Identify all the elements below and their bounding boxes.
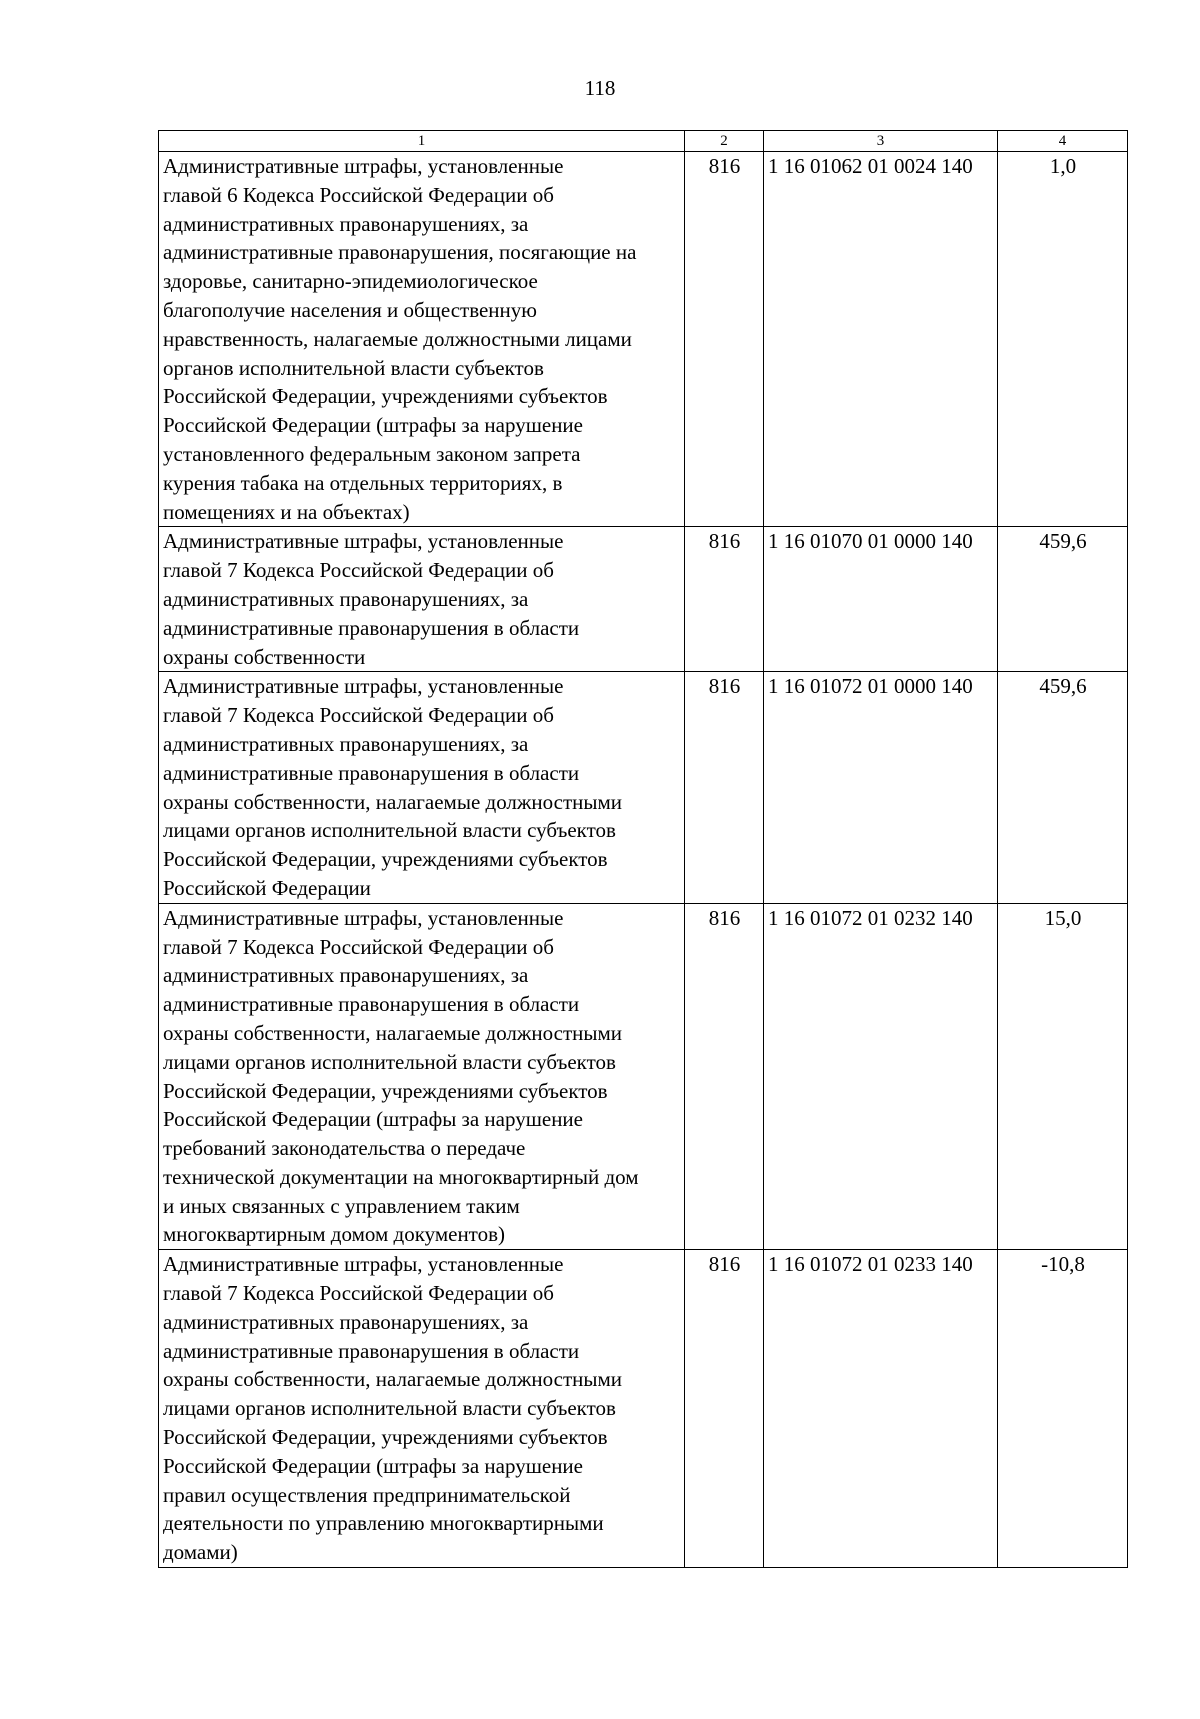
- row-admin-code: 816: [685, 152, 764, 527]
- row-amount: -10,8: [998, 1250, 1128, 1568]
- row-amount: 459,6: [998, 527, 1128, 672]
- row-description: Административные штрафы, установленные главой 7 Кодекса Российской Федерации об административных правонарушениях, за административные правонарушения в области охраны собственности: [159, 527, 685, 672]
- column-header-2: 2: [685, 131, 764, 152]
- table-row: [159, 527, 1128, 672]
- row-description: Административные штрафы, установленные главой 7 Кодекса Российской Федерации об административных правонарушениях, за административные правонарушения в области охраны собственности, налагаемые должностными лицами органов исполнительной власти субъектов Российской Федерации, учреждениями субъектов Российской Федерации (штрафы за нарушение требований законодательства о передаче технической документации на многоквартирный дом и иных связанных с управлением таким многоквартирным домом документов): [159, 903, 685, 1250]
- table-row: [159, 672, 1128, 903]
- table-row: [159, 1250, 1128, 1568]
- table-header-row: [159, 131, 1128, 152]
- row-admin-code: 816: [685, 1250, 764, 1568]
- column-header-4: 4: [998, 131, 1128, 152]
- row-kbk-code: 1 16 01072 01 0233 140: [764, 1250, 998, 1568]
- row-kbk-code: 1 16 01062 01 0024 140: [764, 152, 998, 527]
- column-header-1: 1: [159, 131, 685, 152]
- column-header-3: 3: [764, 131, 998, 152]
- row-kbk-code: 1 16 01072 01 0232 140: [764, 903, 998, 1250]
- row-admin-code: 816: [685, 672, 764, 903]
- table-row: [159, 903, 1128, 1250]
- row-description: Административные штрафы, установленные главой 6 Кодекса Российской Федерации об административных правонарушениях, за административные правонарушения, посягающие на здоровье, санитарно-эпидемиологическое благополучие населения и общественную нравственность, налагаемые должностными лицами органов исполнительной власти субъектов Российской Федерации, учреждениями субъектов Российской Федерации (штрафы за нарушение установленного федеральным законом запрета курения табака на отдельных территориях, в помещениях и на объектах): [159, 152, 685, 527]
- table-row: [159, 152, 1128, 527]
- row-amount: 1,0: [998, 152, 1128, 527]
- row-description: Административные штрафы, установленные главой 7 Кодекса Российской Федерации об административных правонарушениях, за административные правонарушения в области охраны собственности, налагаемые должностными лицами органов исполнительной власти субъектов Российской Федерации, учреждениями субъектов Российской Федерации (штрафы за нарушение правил осуществления предпринимательской деятельности по управлению многоквартирными домами): [159, 1250, 685, 1568]
- row-amount: 459,6: [998, 672, 1128, 903]
- row-admin-code: 816: [685, 527, 764, 672]
- revenue-table: [158, 130, 1128, 1568]
- row-description: Административные штрафы, установленные главой 7 Кодекса Российской Федерации об административных правонарушениях, за административные правонарушения в области охраны собственности, налагаемые должностными лицами органов исполнительной власти субъектов Российской Федерации, учреждениями субъектов Российской Федерации: [159, 672, 685, 903]
- page-number: 118: [584, 76, 616, 100]
- row-kbk-code: 1 16 01072 01 0000 140: [764, 672, 998, 903]
- row-amount: 15,0: [998, 903, 1128, 1250]
- row-admin-code: 816: [685, 903, 764, 1250]
- row-kbk-code: 1 16 01070 01 0000 140: [764, 527, 998, 672]
